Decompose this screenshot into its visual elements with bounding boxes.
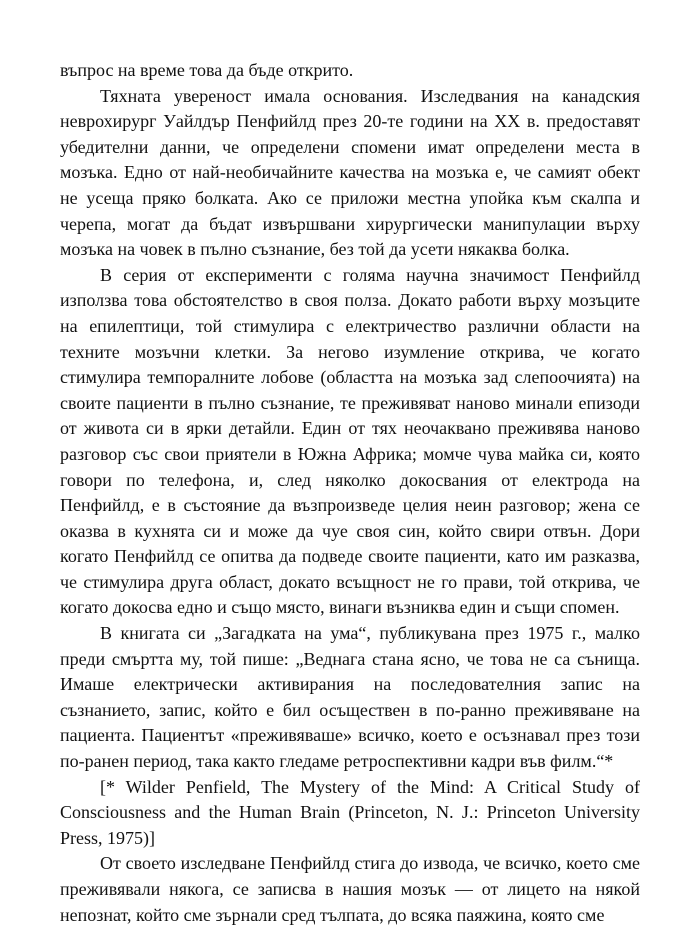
body-text — [60, 58, 640, 928]
paragraph: От своето изследване Пенфийлд стига до извода, че всичко, което сме преживявали някога, се записва в нашия мозък — от лицето на някой непознат, който сме зърнали сред тълпата, до всяка паяжина, която сме — [60, 853, 640, 925]
paragraph: В серия от експерименти с голяма научна значимост Пенфийлд използва това обстоятелство в своя полза. Докато работи върху мозъците на епилептици, той стимулира с електричество различни области на техните мозъчни клетки. За негово изумление открива, че когато стимулира темпоралните лобове (областта на мозъка зад слепоочията) на своите пациенти в пълно съзнание, те преживяват наново минали епизоди от живота си в ярки детайли. Един от тях неочаквано преживява наново разговор със свои приятели в Южна Африка; момче чува майка си, която говори по телефона, и, след няколко докосвания от електрода на Пенфийлд, е в състояние да възпроизведе целия неин разговор; жена се оказва в кухнята си и може да чуе своя син, който свири отвън. Дори когато Пенфийлд се опитва да подведе своите пациенти, като им разказва, че стимулира друга област, докато всъщност не го прави, той открива, че когато докосва едно и също място, винаги възниква един и същи спомен. — [60, 264, 640, 618]
paragraph-continuation: въпрос на време това да бъде открито. — [60, 60, 354, 80]
paragraph: В книгата си „Загадката на ума“, публикувана през 1975 г., малко преди смъртта му, той пише: „Веднага стана ясно, че това не са сънища. Имаше електрически активирания на последователния запис на съзнанието, запис, който е бил осъществен в по-ранно преживяване на пациента. Пациентът «преживяваше» всичко, което е осъзнавал през този по-ранен период, така както гледаме ретроспективни кадри във филм.“* — [60, 623, 640, 772]
paragraph: Тяхната увереност имала основания. Изследвания на канадския неврохирург Уайлдър Пенфийлд през 20-те години на XX в. предоставят убедителни данни, че определени спомени имат определени места в мозъка. Едно от най-необичайните качества на мозъка е, че самият обект не усеща пряко болката. Ако се приложи местна упойка към скалпа и черепа, могат да бъдат извършвани хирургически манипулации върху мозъка на човек в пълно съзнание, без той да усети някаква болка. — [60, 85, 640, 260]
footnote-paragraph: [* Wilder Penfield, The Mystery of the Mind: A Critical Study of Consciousness and the Human Brain (Princeton, N. J.: Princeton University Press, 1975)] — [60, 776, 640, 848]
